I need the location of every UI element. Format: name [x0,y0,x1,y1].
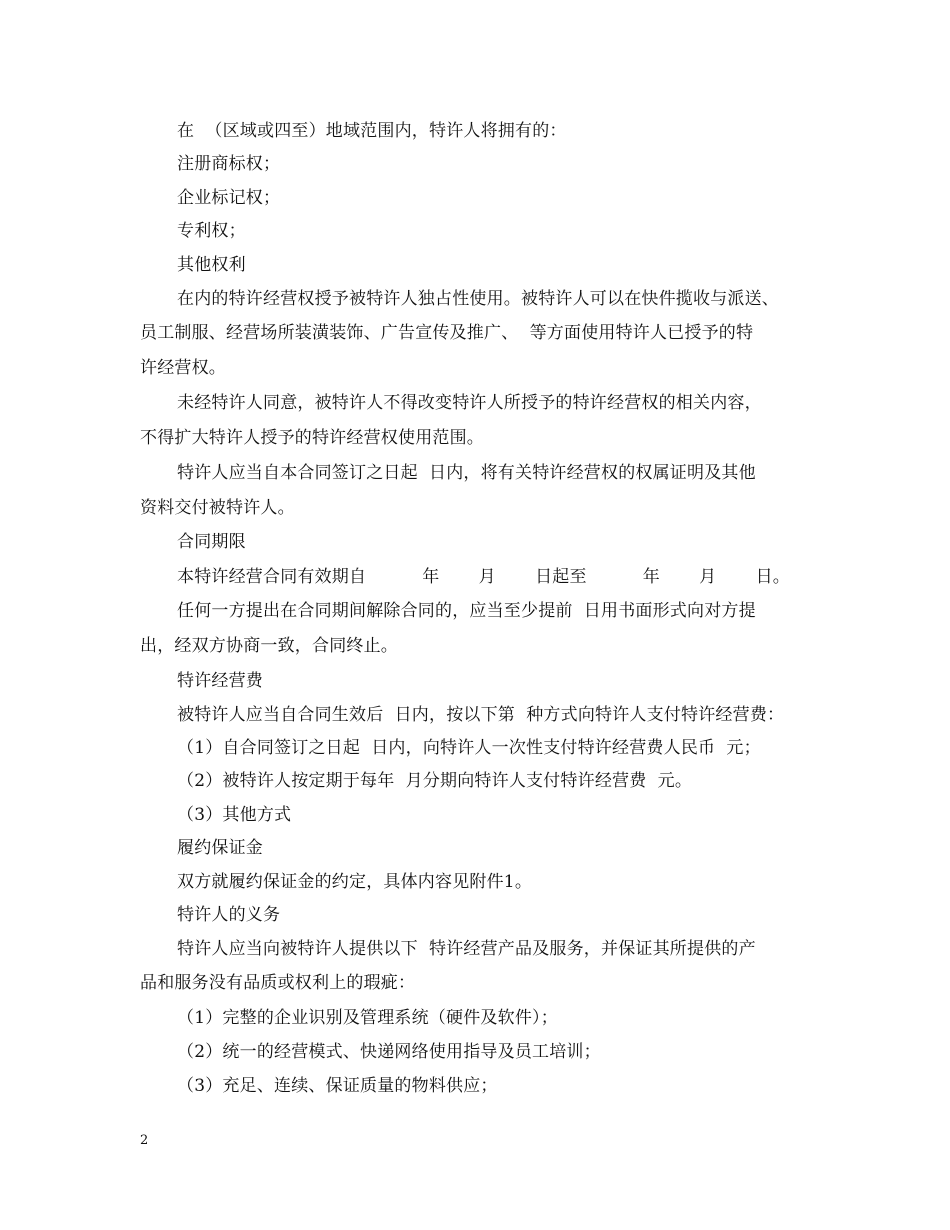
page-number: 2 [140,1133,149,1148]
text-line: 被特许人应当自合同生效后 日内，按以下第 种方式向特许人支付特许经营费： [177,705,785,725]
text-line: 双方就履约保证金的约定，具体内容见附件1。 [177,872,533,892]
text-line: 特许人应当自本合同签订之日起 日内，将有关特许经营权的权属证明及其他 [177,463,756,483]
text-line: 员工制服、经营场所装潢装饰、广告宣传及推广、 等方面使用特许人已授予的特 [140,323,754,343]
list-item: （3）充足、连续、保证质量的物料供应； [177,1076,498,1096]
text-line: 不得扩大特许人授予的特许经营权使用范围。 [140,428,484,448]
text-line: 许经营权。 [140,358,226,378]
text-line: 专利权； [177,221,246,241]
text-line: 未经特许人同意，被特许人不得改变特许人所授予的特许经营权的相关内容， [177,393,762,413]
list-item: （1）自合同签订之日起 日内，向特许人一次性支付特许经营费人民币 元； [177,738,761,758]
list-item: （2）统一的经营模式、快递网络使用指导及员工培训； [177,1042,601,1062]
text-line: 任何一方提出在合同期间解除合同的，应当至少提前 日用书面形式向对方提 [177,601,756,621]
list-item: （3）其他方式 [177,805,292,825]
text-line: 特许人应当向被特许人提供以下 特许经营产品及服务，并保证其所提供的产 [177,939,756,959]
list-item: （2）被特许人按定期于每年 月分期向特许人支付特许经营费 元。 [177,771,693,791]
section-heading: 特许经营费 [177,671,263,691]
section-heading: 合同期限 [177,532,246,552]
section-heading: 特许人的义务 [177,905,281,925]
text-line: 出，经双方协商一致，合同终止。 [140,636,398,656]
text-line: 在 （区域或四至）地域范围内，特许人将拥有的： [177,121,567,141]
list-item: （1）完整的企业识别及管理系统（硬件及软件）； [177,1008,558,1028]
text-line: 在内的特许经营权授予被特许人独占性使用。被特许人可以在快件揽收与派送、 [177,289,779,309]
text-line: 本特许经营合同有效期自 年 月 日起至 年 月 日。 [177,567,790,587]
text-line: 资料交付被特许人。 [140,498,295,518]
text-line: 企业标记权； [177,188,281,208]
section-heading: 履约保证金 [177,838,263,858]
text-line: 注册商标权； [177,154,281,174]
section-heading: 其他权利 [177,255,246,275]
text-line: 品和服务没有品质或权利上的瑕疵： [140,973,416,993]
